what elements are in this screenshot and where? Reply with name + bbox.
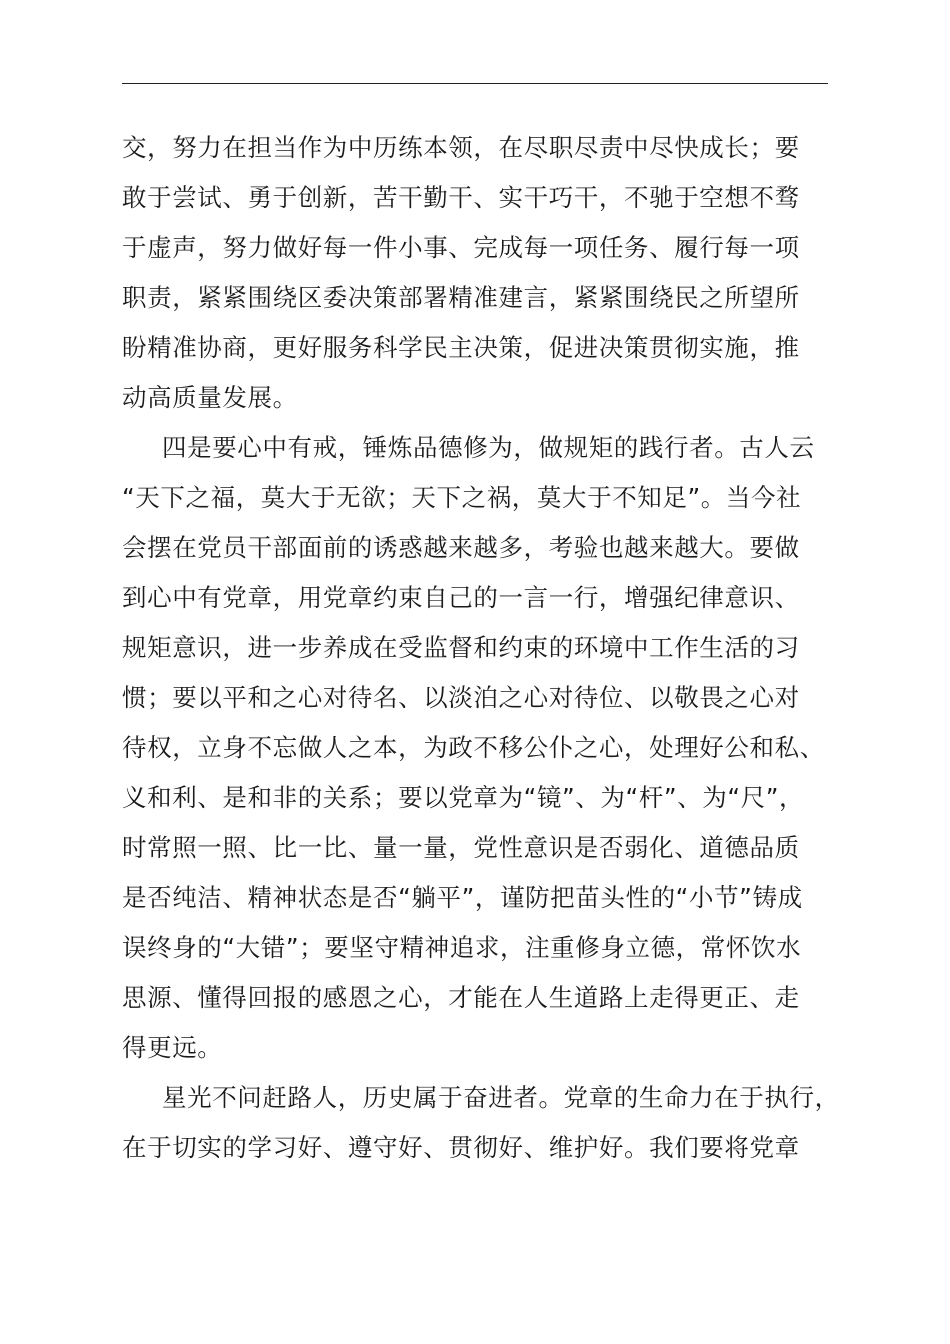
text-line: 会摆在党员干部面前的诱惑越来越多，考验也越来越大。要做 [122, 533, 800, 562]
text-line: 四是要心中有戒，锤炼品德修为，做规矩的践行者。古人云 [162, 433, 815, 462]
header-rule [122, 83, 828, 84]
text-line: 规矩意识，进一步养成在受监督和约束的环境中工作生活的习 [122, 633, 800, 662]
text-line: 敢于尝试、勇于创新，苦干勤干、实干巧干，不驰于空想不骛 [122, 183, 800, 212]
text-line: 义和利、是和非的关系；要以党章为“镜”、为“杆”、为“尺”， [122, 783, 805, 812]
text-line: 时常照一照、比一比、量一量，党性意识是否弱化、道德品质 [122, 833, 800, 862]
paragraph [122, 1073, 840, 1173]
text-line: “天下之福，莫大于无欲；天下之祸，莫大于不知足”。当今社 [122, 483, 802, 512]
text-line: 动高质量发展。 [122, 383, 298, 412]
text-line: 在于切实的学习好、遵守好、贯彻好、维护好。我们要将党章 [122, 1133, 800, 1162]
paragraph [122, 423, 832, 1073]
text-line: 职责，紧紧围绕区委决策部署精准建言，紧紧围绕民之所望所 [122, 283, 800, 312]
text-line: 到心中有党章，用党章约束自己的一言一行，增强纪律意识、 [122, 583, 800, 612]
text-line: 交，努力在担当作为中历练本领，在尽职尽责中尽快成长；要 [122, 133, 800, 162]
document-body [122, 123, 840, 1173]
text-line: 惯；要以平和之心对待名、以淡泊之心对待位、以敬畏之心对 [122, 683, 800, 712]
text-line: 是否纯洁、精神状态是否“躺平”，谨防把苗头性的“小节”铸成 [122, 883, 803, 912]
text-line: 思源、懂得回报的感恩之心，才能在人生道路上走得更正、走 [122, 983, 800, 1012]
text-line: 待权，立身不忘做人之本，为政不移公仆之心，处理好公和私、 [122, 733, 825, 762]
text-line: 得更远。 [122, 1033, 223, 1062]
text-line: 误终身的“大错”；要坚守精神追求，注重修身立德，常怀饮水 [122, 933, 802, 962]
paragraph [122, 123, 832, 423]
text-line: 盼精准协商，更好服务科学民主决策，促进决策贯彻实施，推 [122, 333, 800, 362]
text-line: 星光不问赶路人，历史属于奋进者。党章的生命力在于执行， [162, 1083, 840, 1112]
text-line: 于虚声，努力做好每一件小事、完成每一项任务、履行每一项 [122, 233, 800, 262]
